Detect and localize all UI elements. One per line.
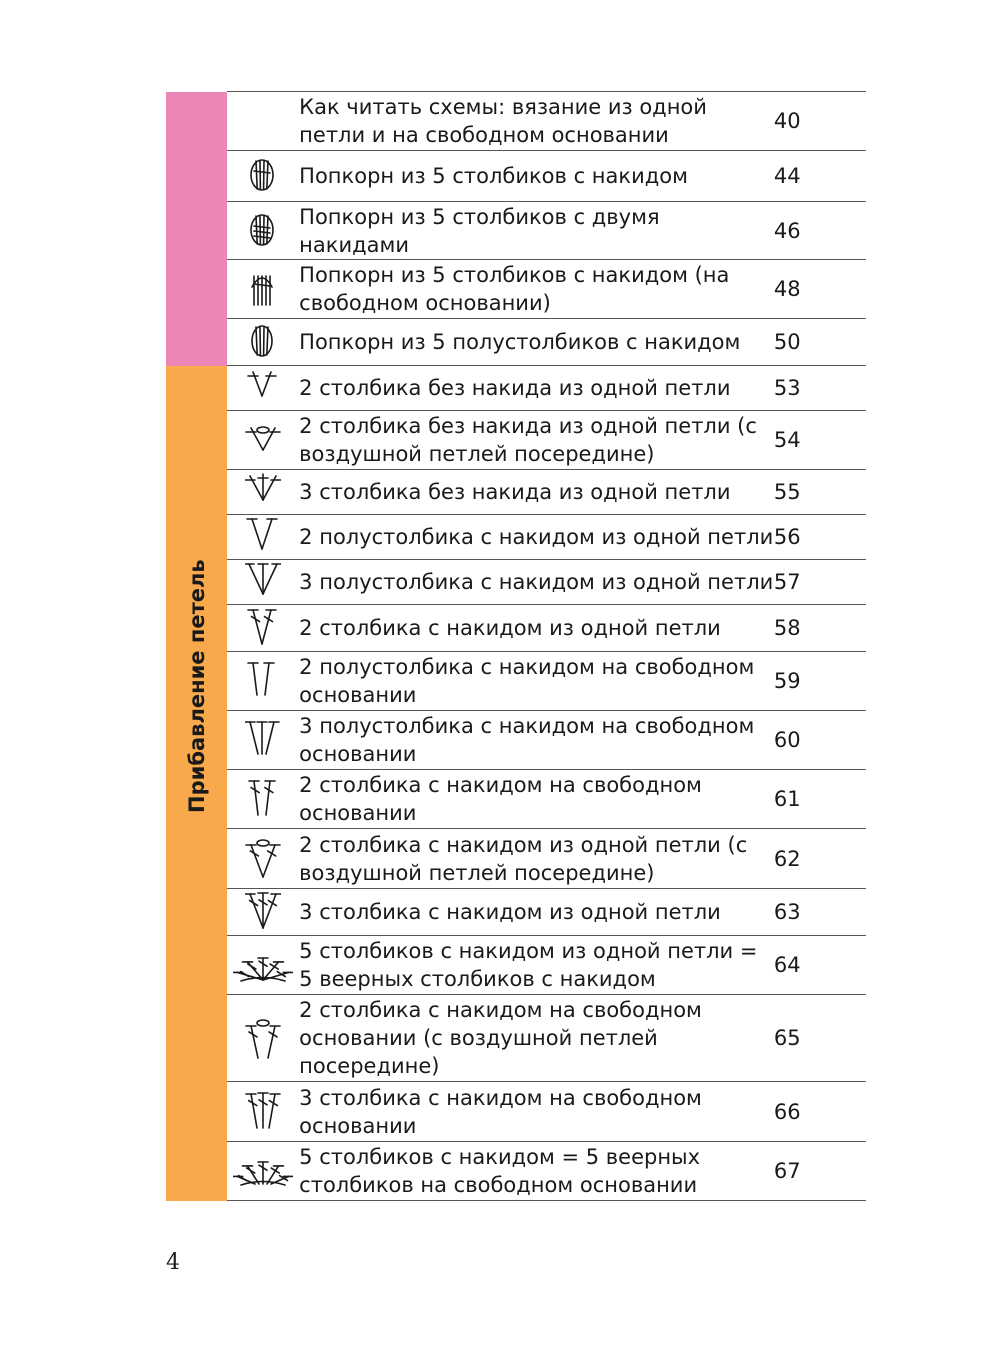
toc-row[interactable]: [166, 936, 866, 995]
popcorn-tr-icon: [227, 209, 299, 253]
toc-row-icon-cell: [227, 936, 299, 995]
toc-entry-title: 3 полустолбика с накидом из одной петли: [299, 560, 774, 605]
toc-row-icon-cell: [227, 652, 299, 711]
five-dc-shell-space-icon: [227, 1150, 299, 1192]
toc-entry-title: 2 столбика с накидом на свободном основании: [299, 770, 774, 829]
toc-entry-page: 67: [774, 1142, 866, 1201]
toc-entry-title: Попкорн из 5 столбиков с накидом (на свободном основании): [299, 260, 774, 319]
popcorn-dc-icon: [227, 154, 299, 198]
toc-row-icon-cell: [227, 366, 299, 411]
toc-entry-page: 64: [774, 936, 866, 995]
toc-entry-page: 60: [774, 711, 866, 770]
toc-entry-page: 57: [774, 560, 866, 605]
toc-row[interactable]: [166, 652, 866, 711]
toc-row-icon-cell: [227, 470, 299, 515]
category-bar-popcorn: [166, 92, 227, 366]
toc-row[interactable]: [166, 92, 866, 151]
three-hdc-space-icon: [227, 718, 299, 762]
toc-entry-page: 58: [774, 605, 866, 652]
toc-entry-page: 61: [774, 770, 866, 829]
toc-row-icon-cell: [227, 319, 299, 366]
toc-row[interactable]: [166, 319, 866, 366]
two-hdc-increase-icon: [227, 515, 299, 559]
two-sc-ch-increase-icon: [227, 418, 299, 462]
toc-row-icon-cell: [227, 151, 299, 202]
popcorn-dc-space-icon: [227, 267, 299, 311]
toc-entry-title: 2 столбика с накидом на свободном основании (с воздушной петлей посередине): [299, 995, 774, 1082]
toc-row-icon-cell: [227, 560, 299, 605]
toc-row[interactable]: [166, 770, 866, 829]
section-label: Прибавление петель: [184, 559, 209, 813]
popcorn-hdc-icon: [227, 320, 299, 364]
toc-row[interactable]: [166, 995, 866, 1082]
toc-entry-page: 62: [774, 829, 866, 889]
toc-row[interactable]: [166, 202, 866, 260]
toc-entry-page: 53: [774, 366, 866, 411]
toc-row-icon-cell: [227, 202, 299, 260]
toc-row[interactable]: [166, 829, 866, 889]
toc-entry-title: 2 столбика с накидом из одной петли: [299, 605, 774, 652]
toc-entry-page: 59: [774, 652, 866, 711]
toc-row-icon-cell: [227, 889, 299, 936]
toc-row[interactable]: [166, 605, 866, 652]
three-dc-space-icon: [227, 1090, 299, 1134]
toc-row-icon-cell: [227, 711, 299, 770]
toc-entry-title: Попкорн из 5 столбиков с двумя накидами: [299, 202, 774, 260]
two-dc-increase-icon: [227, 606, 299, 650]
toc-row[interactable]: [166, 1082, 866, 1142]
toc-row-icon-cell: [227, 605, 299, 652]
toc-row-icon-cell: [227, 1142, 299, 1201]
toc-entry-title: 2 столбика без накида из одной петли: [299, 366, 774, 411]
two-dc-space-icon: [227, 777, 299, 821]
toc-entry-page: 65: [774, 995, 866, 1082]
toc-row[interactable]: [166, 366, 866, 411]
toc-row-icon-cell: [227, 92, 299, 151]
toc-entry-title: 3 полустолбика с накидом на свободном основании: [299, 711, 774, 770]
toc-entry-title: 5 столбиков с накидом = 5 веерных столбиков на свободном основании: [299, 1142, 774, 1201]
toc-entry-title: 3 столбика с накидом из одной петли: [299, 889, 774, 936]
toc-entry-title: 3 столбика без накида из одной петли: [299, 470, 774, 515]
toc-row[interactable]: [166, 411, 866, 470]
toc-row-icon-cell: [227, 411, 299, 470]
five-dc-shell-icon: [227, 944, 299, 986]
toc-row[interactable]: [166, 151, 866, 202]
toc-row-icon-cell: [227, 829, 299, 889]
toc-row[interactable]: [166, 889, 866, 936]
toc-row[interactable]: [166, 711, 866, 770]
three-sc-increase-icon: [227, 470, 299, 514]
toc-entry-page: 56: [774, 515, 866, 560]
toc-row-icon-cell: [227, 260, 299, 319]
toc-row-icon-cell: [227, 1082, 299, 1142]
three-dc-increase-icon: [227, 890, 299, 934]
toc-entry-page: 48: [774, 260, 866, 319]
toc-entry-title: 3 столбика с накидом на свободном основании: [299, 1082, 774, 1142]
toc-row-icon-cell: [227, 515, 299, 560]
two-hdc-space-icon: [227, 659, 299, 703]
toc-entry-title: 2 полустолбика с накидом на свободном основании: [299, 652, 774, 711]
toc-row[interactable]: [166, 260, 866, 319]
three-hdc-increase-icon: [227, 560, 299, 604]
toc-entry-title: 2 полустолбика с накидом из одной петли: [299, 515, 774, 560]
two-dc-ch-increase-icon: [227, 837, 299, 881]
toc-entry-page: 55: [774, 470, 866, 515]
contents-table: [166, 91, 866, 1201]
toc-entry-page: 54: [774, 411, 866, 470]
page-number: 4: [166, 1250, 180, 1275]
toc-entry-title: Попкорн из 5 полустолбиков с накидом: [299, 319, 774, 366]
two-dc-ch-space-icon: [227, 1016, 299, 1060]
toc-entry-page: 40: [774, 92, 866, 151]
toc-entry-page: 44: [774, 151, 866, 202]
toc-entry-page: 63: [774, 889, 866, 936]
toc-entry-page: 46: [774, 202, 866, 260]
toc-entry-page: 50: [774, 319, 866, 366]
toc-entry-title: Как читать схемы: вязание из одной петли и на свободном основании: [299, 92, 774, 151]
toc-row-icon-cell: [227, 770, 299, 829]
toc-entry-title: 2 столбика с накидом из одной петли (с воздушной петлей посередине): [299, 829, 774, 889]
category-bar-increases: [166, 366, 227, 1201]
toc-row[interactable]: [166, 560, 866, 605]
toc-entry-title: Попкорн из 5 столбиков с накидом: [299, 151, 774, 202]
toc-row[interactable]: [166, 470, 866, 515]
toc-entry-title: 2 столбика без накида из одной петли (с воздушной петлей посередине): [299, 411, 774, 470]
toc-row[interactable]: [166, 1142, 866, 1201]
two-sc-increase-icon: [227, 366, 299, 410]
toc-entry-page: 66: [774, 1082, 866, 1142]
toc-row[interactable]: [166, 515, 866, 560]
toc-row-icon-cell: [227, 995, 299, 1082]
toc-entry-title: 5 столбиков с накидом из одной петли = 5 веерных столбиков с накидом: [299, 936, 774, 995]
